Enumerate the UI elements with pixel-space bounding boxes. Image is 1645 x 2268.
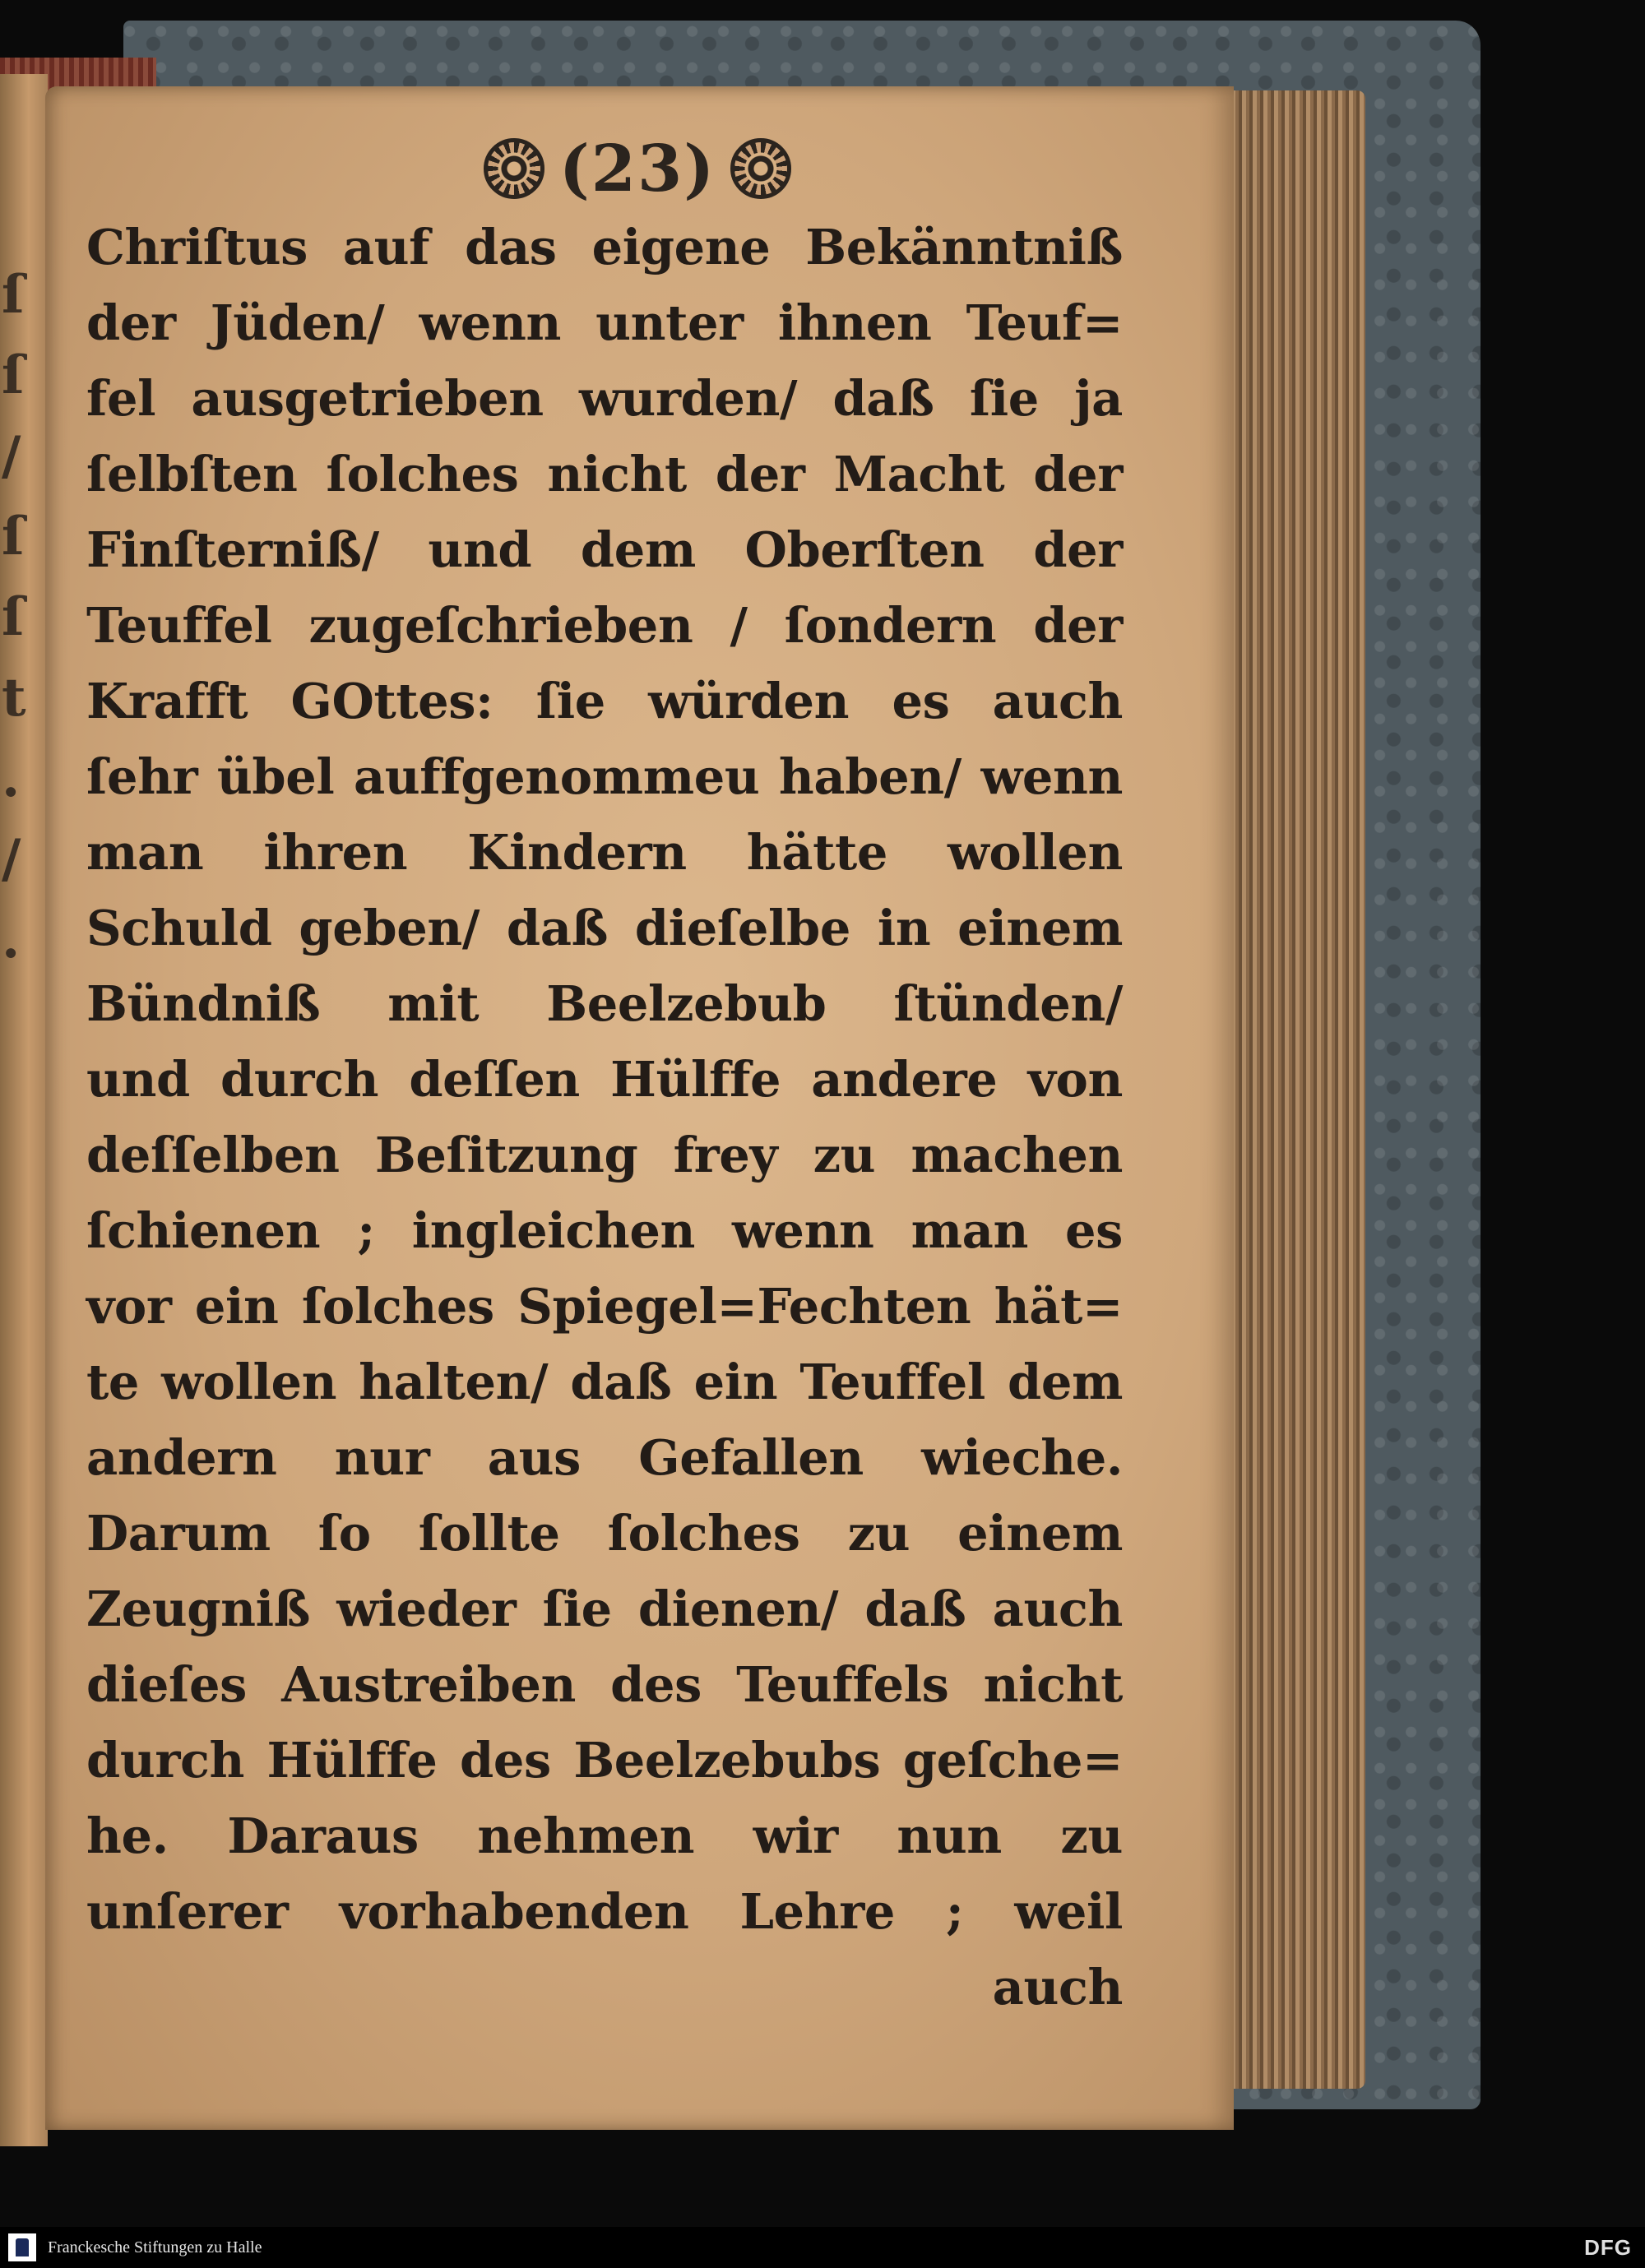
text-line: Darum ſo ſollte ſolches zu einem [86,1505,1123,1562]
text-line: vor ein ſolches Spiegel=Fechten hät= [86,1278,1123,1335]
text-line: andern nur aus Gefallen wieche. [86,1429,1123,1486]
text-line: deſſelben Beſitzung frey zu machen [86,1127,1123,1183]
page-edges [1217,90,1365,2089]
left-page-edge [0,74,48,2146]
viewer-footer [0,2227,1645,2268]
text-line: dieſes Austreiben des Teuffels nicht [86,1656,1123,1713]
text-line: Schuld geben/ daß dieſelbe in einem [86,900,1123,956]
text-line: ſehr übel auffgenommeu haben/ wenn [86,748,1123,805]
rosette-ornament-icon [484,138,544,199]
text-line: durch Hülffe des Beelzebubs geſche= [86,1732,1123,1789]
catchword: auch [992,1959,1123,2016]
text-line: Bündniß mit Beelzebub ſtünden/ [86,975,1123,1032]
text-line: ſchienen ; ingleichen wenn man es [86,1202,1123,1259]
text-line: Teuffel zugeſchrieben / ſondern der [86,597,1123,654]
rosette-ornament-icon [730,138,791,199]
franckesche-stiftungen-logo-icon[interactable] [8,2233,36,2261]
text-line: unſerer vorhabenden Lehre ; weil [86,1883,1123,1940]
text-line: Krafft GOttes: ſie würden es auch [86,673,1123,729]
book-page [45,86,1234,2130]
left-page-fragment: ſ ſ / ſ ſ t . / . [2,264,26,970]
text-line: und durch deſſen Hülffe andere von [86,1051,1123,1108]
page-number: (23) [558,131,716,206]
dfg-logo[interactable]: DFG [1584,2235,1632,2260]
text-line: ſelbſten ſolches nicht der Macht der [86,446,1123,502]
text-line: he. Daraus nehmen wir nun zu [86,1807,1123,1864]
text-line: Zeugniß wieder ſie dienen/ daß auch [86,1581,1123,1637]
text-line: man ihren Kindern hätte wollen [86,824,1123,881]
text-line: Chriſtus auf das eigene Bekänntniß [86,219,1123,275]
text-line: fel ausgetrieben wurden/ daß ſie ja [86,370,1123,427]
logo-mark [16,2238,29,2256]
text-line: der Jüden/ wenn unter ihnen Teuf= [86,294,1123,351]
body-text [86,210,1123,2025]
text-line: Finſterniß/ und dem Oberſten der [86,521,1123,578]
text-line: te wollen halten/ daß ein Teuffel dem [86,1354,1123,1410]
page-header [473,119,802,218]
institution-label[interactable]: Franckesche Stiftungen zu Halle [48,2238,262,2256]
